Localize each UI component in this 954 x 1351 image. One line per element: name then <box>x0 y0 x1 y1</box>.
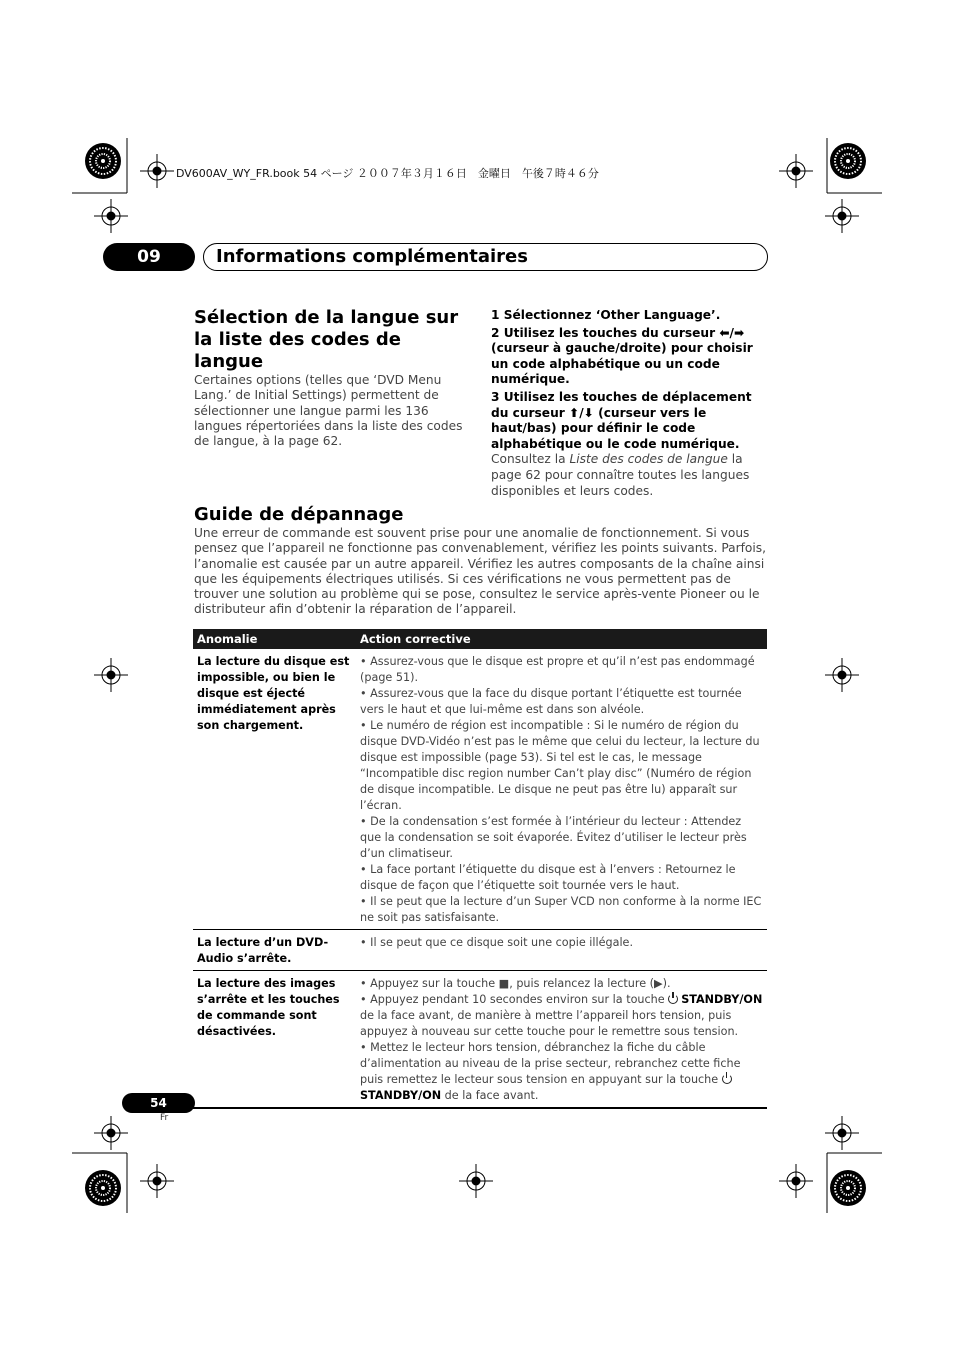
table-header-row <box>193 629 767 649</box>
action-item: • Appuyez sur la touche ■, puis relancez la lecture (▶). <box>360 977 671 990</box>
power-icon <box>722 1074 732 1084</box>
table-row <box>193 649 767 930</box>
table-row <box>193 971 767 1109</box>
header-action: Action corrective <box>356 629 767 649</box>
action-item: • Appuyez pendant 10 secondes environ sur la touche STANDBY/ON de la face avant, de manière à mettre l’appareil hors tension, puis appuyez à nouveau sur cette touche pour le remettre sous tension. <box>360 993 763 1038</box>
chapter-title-bar <box>203 243 768 271</box>
section-language <box>194 307 468 449</box>
action-item: • Il se peut que ce disque soit une copie illégale. <box>360 936 633 949</box>
action-item: • Il se peut que la lecture d’un Super VCD non conforme à la norme IEC ne soit pas satisfaisante. <box>360 895 762 924</box>
action-item: • Assurez-vous que la face du disque portant l’étiquette est tournée vers le haut et que lui-même est dans son alvéole. <box>360 687 742 716</box>
step-2: 2 Utilisez les touches du curseur ⬅/➡ (curseur à gauche/droite) pour choisir un code alphabétique ou un code numérique. <box>491 325 753 387</box>
anomaly-cell: La lecture des images s’arrête et les touches de commande sont désactivées. <box>193 971 356 1109</box>
action-item: • Mettez le lecteur hors tension, débranchez la fiche du câble d’alimentation au niveau de la prise secteur, rebranchez cette fiche puis remettez le lecteur sous tension en appuyant sur la touche STANDBY/ON de la face avant. <box>360 1041 741 1102</box>
section-language-body: Certaines options (telles que ‘DVD Menu Lang.’ de Initial Settings) permettent de sélectionner une langue parmi les 136 langues répertoriées dans la liste des codes de langue, à la page 62. <box>194 373 463 449</box>
page-number: 54 <box>122 1093 195 1113</box>
page-language: Fr <box>160 1113 169 1123</box>
anomaly-cell: La lecture d’un DVD-Audio s’arrête. <box>193 930 356 971</box>
standby-key-label: STANDBY/ON <box>360 1089 442 1102</box>
step-1: 1 Sélectionnez ‘Other Language’. <box>491 308 721 322</box>
chapter-title: Informations complémentaires <box>216 246 528 267</box>
action-cell <box>356 930 767 971</box>
anomaly-cell: La lecture du disque est impossible, ou bien le disque est éjecté immédiatement après son chargement. <box>193 649 356 930</box>
action-item: • Assurez-vous que le disque est propre et qu’il n’est pas endommagé (page 51). <box>360 655 755 684</box>
power-icon <box>668 994 678 1004</box>
section-troubleshooting <box>194 504 767 618</box>
section-title-language: Sélection de la langue sur la liste des codes de langue <box>194 307 459 372</box>
header-anomalie: Anomalie <box>193 629 356 649</box>
standby-key-label: STANDBY/ON <box>681 993 763 1006</box>
troubleshooting-table <box>193 629 767 1109</box>
language-steps <box>491 308 767 499</box>
note-link-text: Liste des codes de langue <box>569 452 728 467</box>
action-cell <box>356 971 767 1109</box>
troubleshooting-intro: Une erreur de commande est souvent prise pour une anomalie de fonctionnement. Si vous pensez que l’appareil ne fonctionne pas convenablement, vérifiez les points suivants. Parfois, l’anomalie est causée par un autre appareil. Vérifiez les autres composants de la chaîne ainsi que les équipements électriques utilisés. Si ces vérifications ne vous permettent pas de trouver une solution au problème qui se pose, consultez le service après-vente Pioneer ou le distributeur afin d’obtenir la réparation de l’appareil. <box>194 526 766 617</box>
action-item: • De la condensation s’est formée à l’intérieur du lecteur : Attendez que la condensation se soit évaporée. Évitez d’utiliser le lecteur près d’un climatiseur. <box>360 815 747 860</box>
action-cell <box>356 649 767 930</box>
print-header: DV600AV_WY_FR.book 54 ページ ２００７年３月１６日 金曜日 午後７時４６分 <box>176 167 599 180</box>
chapter-number: 09 <box>103 243 195 271</box>
table-row <box>193 930 767 971</box>
step-note: Consultez la Liste des codes de langue la page 62 pour connaître toutes les langues disponibles et leurs codes. <box>491 452 750 498</box>
action-item: • Le numéro de région est incompatible : Si le numéro de région du disque DVD-Vidéo n’est pas le même que celui du lecteur, la lecture du disque est impossible (page 53). Si tel est le cas, le message “Incompatible disc region number Can’t play disc” (Numéro de région de disque incompatible. Le disque ne peut pas être lu) apparaît sur l’écran. <box>360 719 760 812</box>
action-item: • La face portant l’étiquette du disque est à l’envers : Retournez le disque de façon que l’étiquette soit tournée vers le haut. <box>360 863 736 892</box>
section-title-troubleshooting: Guide de dépannage <box>194 504 404 525</box>
step-3: 3 Utilisez les touches de déplacement du curseur ⬆/⬇ (curseur vers le haut/bas) pour définir le code alphabétique ou le code numérique. <box>491 389 752 451</box>
